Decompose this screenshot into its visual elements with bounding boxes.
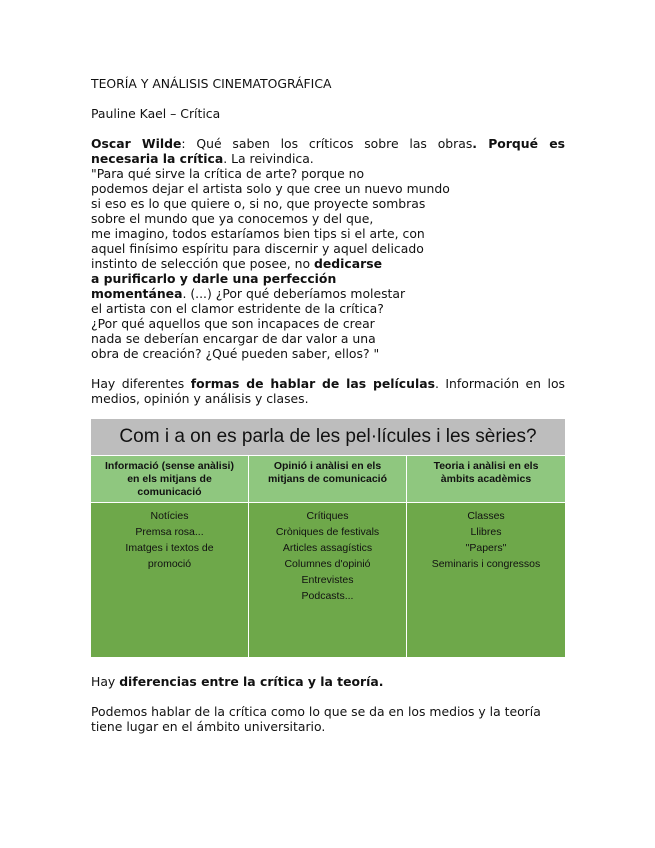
table-item: Entrevistes <box>301 574 354 586</box>
table-item: Cròniques de festivals <box>275 526 380 538</box>
quote-line: ¿Por qué aquellos que son incapaces de crear <box>91 316 375 331</box>
table-item: "Papers" <box>465 542 507 554</box>
intro-after-name: : Qué saben los críticos sobre las obras <box>181 136 473 151</box>
closing-line: Podemos hablar de la crítica como lo que se da en los medios y la teoría <box>91 704 541 719</box>
table-item: Columnes d'opinió <box>284 558 371 570</box>
header-line: comunicació <box>137 486 202 498</box>
quote-line: nada se deberían encargar de dar valor a una <box>91 331 376 346</box>
quote-line: si eso es lo que quiere o, si no, que proyecte sombras <box>91 196 426 211</box>
table-item: Premsa rosa... <box>135 526 204 538</box>
document-subheading: Pauline Kael – Crítica <box>91 106 221 121</box>
header-line: mitjans de comunicació <box>267 473 388 485</box>
intro-line2-rest: . La reivindica. <box>223 151 314 166</box>
quote-line: "Para qué sirve la crítica de arte? porque no <box>91 166 365 181</box>
quote-line: el artista con el clamor estridente de la crítica? <box>91 301 384 316</box>
table-item: Llibres <box>470 526 502 538</box>
header-line: àmbits acadèmics <box>440 473 532 485</box>
header-line: Opinió i anàlisi en els <box>273 460 382 472</box>
forms-bold: formas de hablar de las películas <box>190 376 435 391</box>
header-line: Informació (sense anàlisi) <box>105 460 234 472</box>
table-title: Com i a on es parla de les pel·lícules i les sèries? <box>91 419 565 455</box>
table-item: Articles assagístics <box>282 542 373 554</box>
table-cell-theory <box>407 503 565 657</box>
intro-line-2 <box>91 151 314 166</box>
table-item: Classes <box>467 510 505 522</box>
quote-line-9-rest: . (...) ¿Por qué deberíamos molestar <box>182 286 406 301</box>
diff-bold: diferencias entre la crítica y la teoría. <box>119 674 384 689</box>
closing-line: tiene lugar en el ámbito universitario. <box>91 719 326 734</box>
table-header-theory <box>407 456 565 502</box>
quote-line: sobre el mundo que ya conocemos y del que, <box>91 211 374 226</box>
quote-line: obra de creación? ¿Qué pueden saber, ellos? " <box>91 346 380 361</box>
intro-line2-bold: necesaria la crítica <box>91 151 224 166</box>
quote-line-7-bold: dedicarse <box>313 256 382 271</box>
intro-line-1 <box>91 136 565 151</box>
document-heading: TEORÍA Y ANÁLISIS CINEMATOGRÁFICA <box>91 76 332 91</box>
table-cell-opinion <box>249 503 406 657</box>
quote-line-7-pre: instinto de selección que posee, no <box>91 256 314 271</box>
table-item: Imatges i textos de <box>125 542 214 554</box>
forms-pre: Hay diferentes <box>91 376 191 391</box>
diff-pre: Hay <box>91 674 120 689</box>
header-line: Teoria i anàlisi en els <box>433 460 539 472</box>
quote-line-8-bold: a purificarlo y darle una perfección <box>91 271 337 286</box>
diff-line <box>91 674 383 689</box>
intro-name: Oscar Wilde <box>91 136 182 151</box>
media-table <box>91 419 565 659</box>
quote-line: podemos dejar el artista solo y que cree un nuevo mundo <box>91 181 450 196</box>
table-item: Seminaris i congressos <box>431 558 541 570</box>
quote-line <box>91 286 405 301</box>
quote-line-9-bold: momentánea <box>91 286 183 301</box>
table-header-information <box>91 456 248 502</box>
table-item: Podcasts... <box>301 590 354 602</box>
header-line: en els mitjans de <box>127 473 212 485</box>
quote-line <box>91 256 382 271</box>
forms-line-1 <box>91 376 565 391</box>
table-header-opinion <box>249 456 406 502</box>
quote-line <box>91 271 336 286</box>
table-item: Crítiques <box>306 510 349 522</box>
quote-line: aquel finísimo espíritu para discernir y aquel delicado <box>91 241 424 256</box>
intro-bold-phrase: . Porqué es <box>472 136 565 151</box>
forms-line-2: medios, opinión y análisis y clases. <box>91 391 309 406</box>
quote-line: me imagino, todos estaríamos bien tips si el arte, con <box>91 226 425 241</box>
table-item: promoció <box>147 558 192 570</box>
forms-post: . Información en los <box>434 376 565 391</box>
table-item: Notícies <box>150 510 189 522</box>
table-cell-information <box>91 503 248 657</box>
